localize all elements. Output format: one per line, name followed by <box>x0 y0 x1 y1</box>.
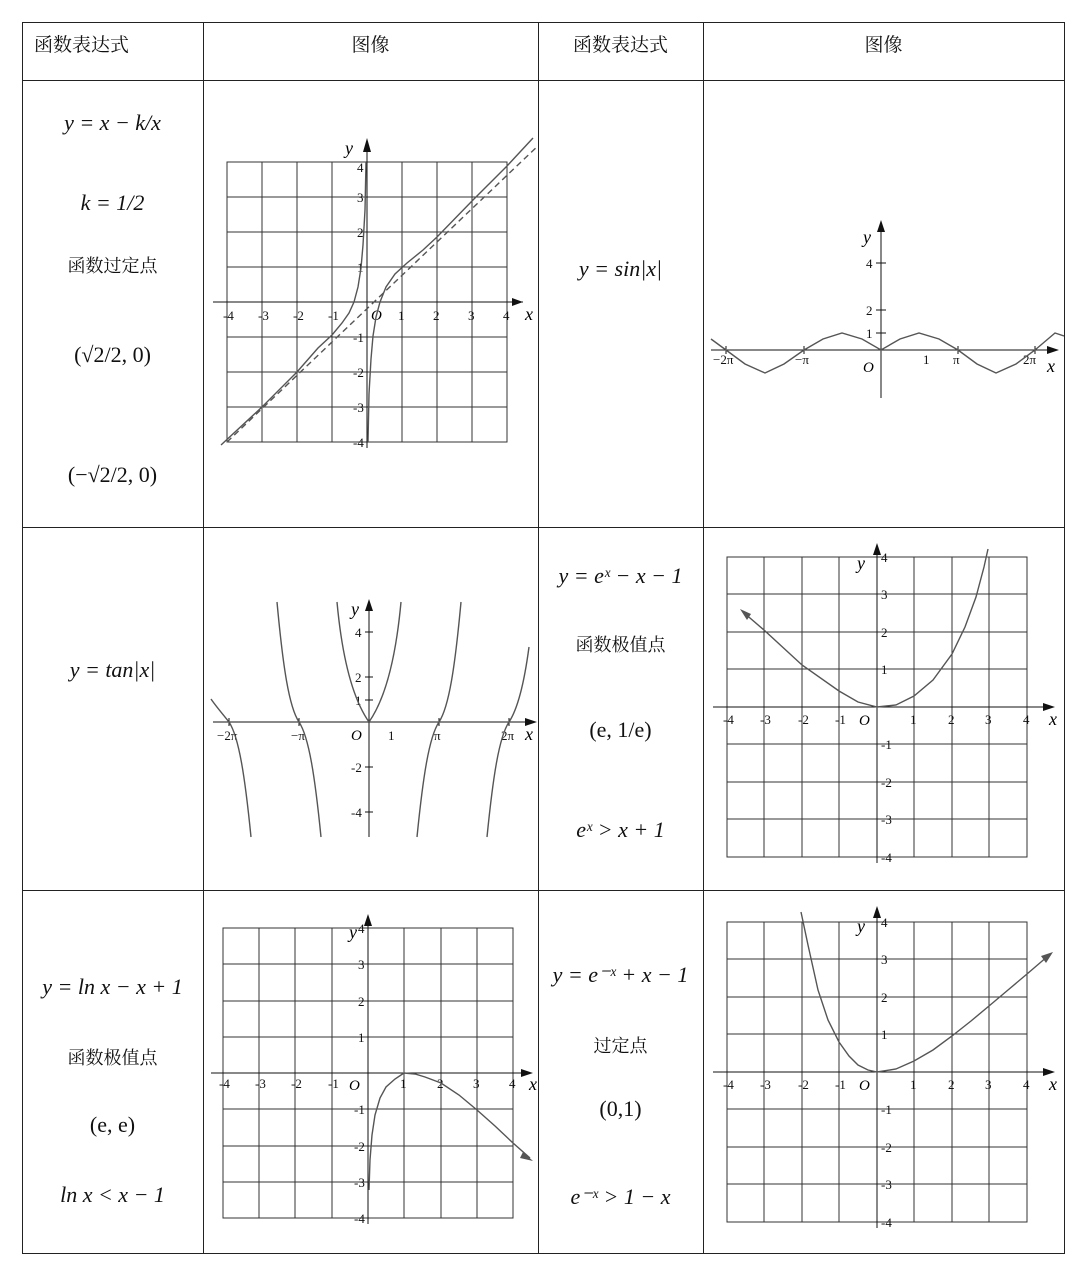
tick-label: -3 <box>255 1076 266 1091</box>
tick-label: 3 <box>468 308 475 323</box>
tick-label: 1 <box>400 1076 407 1091</box>
tick-label: 4 <box>503 308 510 323</box>
tick-label: -3 <box>760 712 771 727</box>
tick-label: -2 <box>798 712 809 727</box>
tick-label: -4 <box>881 1215 892 1230</box>
tick-label: -2 <box>293 308 304 323</box>
x-axis-label: x <box>1049 709 1057 729</box>
tick-label: -4 <box>353 435 364 450</box>
y-axis-label: y <box>349 922 357 942</box>
tick-label: -2 <box>291 1076 302 1091</box>
tick-label: 4 <box>1023 712 1030 727</box>
tick-label: -1 <box>881 737 892 752</box>
header-expression-1: 函数表达式 <box>34 34 130 56</box>
tick-label: 2 <box>866 303 873 318</box>
row2-left-expression <box>22 527 203 890</box>
tick-label: -1 <box>353 330 364 345</box>
tick-label: 2 <box>881 990 888 1005</box>
graph-x-minus-k-over-x <box>203 80 538 527</box>
row3-left-formula: y = ln x − x + 1 <box>42 974 183 999</box>
tick-label: 1 <box>923 352 930 367</box>
row2-right-point: (e, 1/e) <box>589 717 652 742</box>
tick-label: 1 <box>357 260 364 275</box>
row3-left-point: (e, e) <box>89 1112 136 1137</box>
x-axis-label: x <box>525 724 533 744</box>
tick-label: 1 <box>881 1027 888 1042</box>
tick-label: −π <box>291 728 305 743</box>
tick-label: 1 <box>866 326 873 341</box>
tick-label: 1 <box>910 712 917 727</box>
graph-sin-abs-x <box>703 80 1064 527</box>
origin-label: O <box>351 728 362 744</box>
tick-label: 1 <box>388 728 395 743</box>
tick-label: 3 <box>985 712 992 727</box>
header-graph-1: 图像 <box>351 34 390 56</box>
origin-label: O <box>349 1078 360 1094</box>
tick-label: 4 <box>357 160 364 175</box>
tick-label: 4 <box>355 625 362 640</box>
row2-right-formula: y = eˣ − x − 1 <box>558 563 683 588</box>
tick-label: 1 <box>398 308 405 323</box>
row1-left-expression <box>22 80 203 527</box>
tick-label: −2π <box>713 352 734 367</box>
row1-left-note: 函数过定点 <box>67 256 158 277</box>
tick-label: -4 <box>351 805 362 820</box>
tick-label: -3 <box>353 400 364 415</box>
origin-label: O <box>863 360 874 376</box>
y-axis-label: y <box>351 599 359 619</box>
tick-label: π <box>953 352 960 367</box>
origin-label: O <box>859 713 870 729</box>
header-expression-2: 函数表达式 <box>572 34 668 56</box>
tick-label: 4 <box>509 1076 516 1091</box>
row3-right-point: (0,1) <box>599 1096 642 1121</box>
tick-label: 4 <box>881 550 888 565</box>
origin-label: O <box>371 308 382 324</box>
tick-label: -3 <box>354 1175 365 1190</box>
tick-label: 3 <box>357 190 364 205</box>
header-graph-2: 图像 <box>864 34 903 56</box>
table-border-top <box>22 22 1065 23</box>
x-axis-label: x <box>1047 356 1055 376</box>
tick-label: 4 <box>866 256 873 271</box>
origin-label: O <box>859 1078 870 1094</box>
tick-label: -1 <box>835 1077 846 1092</box>
graph-exp-minus-x-minus-1 <box>703 527 1064 890</box>
row3-left-inequality: ln x < x − 1 <box>60 1182 165 1207</box>
row1-left-point2: (−√2/2, 0) <box>67 462 158 487</box>
row1-left-point1: (√2/2, 0) <box>74 342 151 367</box>
tick-label: 2 <box>948 712 955 727</box>
tick-label: 2π <box>1023 352 1037 367</box>
tick-label: -2 <box>351 760 362 775</box>
tick-label: 1 <box>358 1030 365 1045</box>
x-axis-label: x <box>529 1074 537 1094</box>
tick-label: -1 <box>835 712 846 727</box>
tick-label: 2 <box>357 225 364 240</box>
row2-right-note: 函数极值点 <box>575 635 666 656</box>
tick-label: 3 <box>358 957 365 972</box>
tick-label: -1 <box>881 1102 892 1117</box>
y-axis-label: y <box>863 227 871 247</box>
row1-right-formula: y = sin|x| <box>578 256 663 281</box>
tick-label: 2π <box>501 728 515 743</box>
tick-label: 4 <box>1023 1077 1030 1092</box>
tick-label: -4 <box>354 1211 365 1226</box>
tick-label: -1 <box>354 1102 365 1117</box>
table-border-bottom <box>22 1253 1065 1254</box>
tick-label: -4 <box>881 850 892 865</box>
tick-label: 1 <box>910 1077 917 1092</box>
tick-label: -2 <box>881 1140 892 1155</box>
tick-label: -3 <box>258 308 269 323</box>
tick-label: 1 <box>881 662 888 677</box>
tick-label: -4 <box>219 1076 230 1091</box>
graph-ln-x-minus-x-plus-1 <box>203 890 538 1253</box>
tick-label: -2 <box>353 365 364 380</box>
row2-right-inequality: eˣ > x + 1 <box>576 817 665 842</box>
tick-label: −π <box>795 352 809 367</box>
y-axis-label: y <box>857 553 865 573</box>
graph-tan-abs-x <box>203 527 538 890</box>
tick-label: -4 <box>223 308 234 323</box>
tick-label: -3 <box>881 812 892 827</box>
row3-right-expression <box>538 890 703 1253</box>
tick-label: 3 <box>473 1076 480 1091</box>
row3-right-formula: y = e⁻ˣ + x − 1 <box>552 962 689 987</box>
row3-right-inequality: e⁻ˣ > 1 − x <box>570 1184 671 1209</box>
y-axis-label: y <box>345 138 353 158</box>
table-border-right <box>1064 22 1065 1254</box>
tick-label: -2 <box>354 1139 365 1154</box>
graph-exp-neg-x-plus-x-minus-1 <box>703 890 1064 1253</box>
tick-label: π <box>434 728 441 743</box>
tick-label: -4 <box>723 712 734 727</box>
tick-label: 2 <box>437 1076 444 1091</box>
tick-label: -2 <box>881 775 892 790</box>
function-table <box>22 22 1065 1254</box>
tick-label: -4 <box>723 1077 734 1092</box>
tick-label: -1 <box>328 308 339 323</box>
tick-label: −2π <box>217 728 238 743</box>
tick-label: 4 <box>881 915 888 930</box>
row1-right-expression <box>538 80 703 527</box>
tick-label: 2 <box>358 994 365 1009</box>
tick-label: 3 <box>881 952 888 967</box>
tick-label: -1 <box>328 1076 339 1091</box>
tick-label: 3 <box>881 587 888 602</box>
tick-label: 4 <box>358 921 365 936</box>
tick-label: 2 <box>948 1077 955 1092</box>
tick-label: 3 <box>985 1077 992 1092</box>
row3-right-note: 过定点 <box>593 1036 648 1057</box>
tick-label: -3 <box>881 1177 892 1192</box>
row3-left-note: 函数极值点 <box>67 1048 158 1069</box>
tick-label: -2 <box>798 1077 809 1092</box>
y-axis-label: y <box>857 916 865 936</box>
row2-left-formula: y = tan|x| <box>69 657 156 682</box>
tick-label: 1 <box>355 693 362 708</box>
row3-left-expression <box>22 890 203 1253</box>
row1-left-formula: y = x − k/x <box>64 110 161 135</box>
tick-label: 2 <box>355 670 362 685</box>
tick-label: -3 <box>760 1077 771 1092</box>
x-axis-label: x <box>525 304 533 324</box>
tick-label: 2 <box>433 308 440 323</box>
x-axis-label: x <box>1049 1074 1057 1094</box>
row2-right-expression <box>538 527 703 890</box>
row1-left-k-value: k = 1/2 <box>80 190 145 215</box>
tick-label: 2 <box>881 625 888 640</box>
